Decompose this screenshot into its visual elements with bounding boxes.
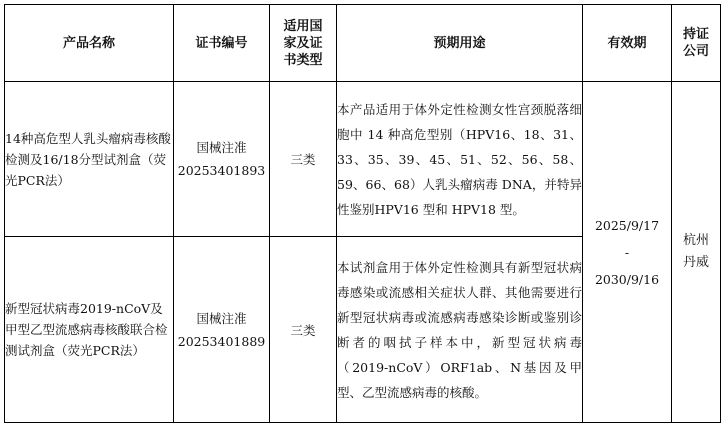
- header-holder: 持证公司: [672, 5, 721, 82]
- header-cert-no: 证书编号: [174, 5, 270, 82]
- cert-no-prefix: 国械注准: [196, 140, 247, 155]
- table-header-row: [5, 5, 721, 82]
- header-usage: 预期用途: [337, 5, 583, 82]
- cert-no-cell: [174, 82, 270, 237]
- header-validity: 有效期: [583, 5, 672, 82]
- holder-cell: 杭州丹威: [672, 82, 721, 423]
- cert-type-cell: 三类: [270, 82, 337, 237]
- certificate-table: [4, 4, 721, 423]
- cert-no-number: 20253401893: [177, 163, 266, 178]
- validity-end: 2030/9/16: [594, 271, 660, 287]
- cert-no-prefix: 国械注准: [196, 310, 247, 326]
- cert-no-cell: [174, 237, 270, 423]
- validity-cell: [583, 82, 672, 423]
- product-name-cell: 14种高危型人乳头瘤病毒核酸检测及16/18分型试剂盒（荧光PCR法）: [5, 82, 174, 237]
- header-cert-type: 适用国家及证书类型: [270, 5, 337, 82]
- table-row: [5, 82, 721, 237]
- usage-cell: 本试剂盒用于体外定性检测具有新型冠状病毒感染或流感相关症状人群、其他需要进行新型冠状病毒或流感病毒感染诊断或鉴别诊断者的咽拭子样本中，新型冠状病毒（2019-nCoV）ORF1ab、N基因及甲型、乙型流感病毒的核酸。: [337, 237, 583, 423]
- product-name-cell: 新型冠状病毒2019-nCoV及甲型乙型流感病毒核酸联合检测试剂盒（荧光PCR法）: [5, 237, 174, 423]
- cert-no-number: 20253401889: [177, 333, 266, 349]
- validity-start: 2025/9/17: [594, 217, 660, 233]
- cert-type-cell: 三类: [270, 237, 337, 423]
- usage-cell: 本产品适用于体外定性检测女性宫颈脱落细胞中 14 种高危型别（HPV16、18、31、33、35、39、45、51、52、56、58、59、66、68）人乳头瘤病毒 DNA，并特异性鉴别HPV16 型和 HPV18 型。: [337, 82, 583, 237]
- validity-separator: -: [624, 244, 630, 260]
- header-product-name: 产品名称: [5, 5, 174, 82]
